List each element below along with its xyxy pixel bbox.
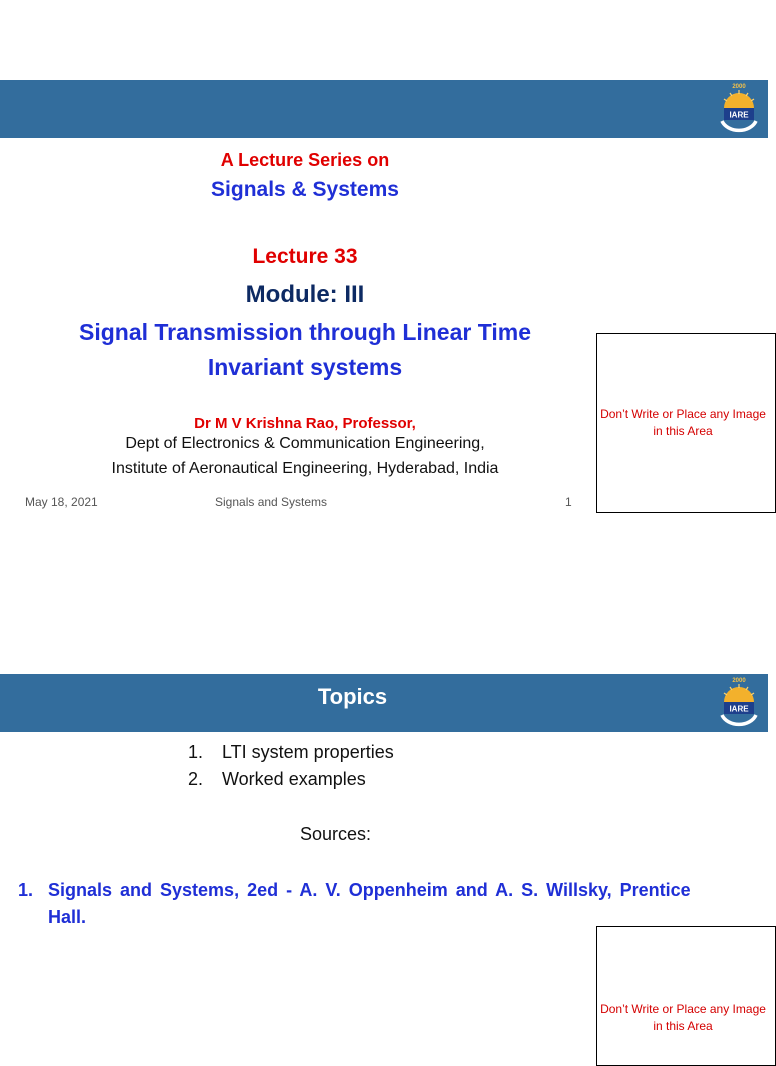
lecture-title: Signal Transmission through Linear Time Invariant systems xyxy=(79,319,531,380)
reserved-image-area xyxy=(596,926,776,1066)
topic-text: Worked examples xyxy=(222,769,366,789)
logo-year: 2000 xyxy=(732,84,746,90)
iare-logo xyxy=(716,81,762,137)
logo-motto-arc xyxy=(722,121,756,130)
source-text: Signals and Systems, 2ed - A. V. Oppenheim and A. S. Willsky, Prentice Hall. xyxy=(48,880,691,927)
footer-date: May 18, 2021 xyxy=(25,495,98,509)
author-name: Dr M V Krishna Rao, Professor, xyxy=(194,415,416,432)
topic-text: LTI system properties xyxy=(222,742,394,762)
topic-number: 1. xyxy=(188,742,204,762)
source-number: 1. xyxy=(18,880,34,900)
department: Dept of Electronics & Communication Engineering, xyxy=(125,435,485,452)
logo-text: IARE xyxy=(729,704,749,714)
list-item xyxy=(188,742,394,769)
lecture-number: Lecture 33 xyxy=(252,245,358,268)
logo-text: IARE xyxy=(729,110,749,120)
logo-sun-icon xyxy=(724,93,754,108)
sources-label: Sources: xyxy=(300,824,372,844)
topics-slide xyxy=(0,674,768,1033)
reserved-area-note: Don’t Write or Place any Image in this Area xyxy=(600,1002,766,1033)
reserved-area-note: Don’t Write or Place any Image in this Area xyxy=(600,407,766,438)
logo-year: 2000 xyxy=(732,678,746,684)
module-label: Module: III xyxy=(245,281,365,308)
topics-heading: Topics xyxy=(317,684,388,709)
reserved-image-area xyxy=(596,333,776,513)
course-title: Signals & Systems xyxy=(211,178,399,201)
header-banner xyxy=(0,674,768,732)
topic-list xyxy=(188,742,394,796)
logo-motto-arc xyxy=(722,715,756,724)
list-item xyxy=(188,769,394,796)
footer-course: Signals and Systems xyxy=(215,495,328,509)
iare-logo xyxy=(716,675,762,731)
header-banner xyxy=(0,80,768,138)
title-slide xyxy=(0,80,768,515)
series-label: A Lecture Series on xyxy=(220,150,390,170)
logo-sun-icon xyxy=(724,687,754,702)
topic-number: 2. xyxy=(188,769,204,789)
footer-page-number: 1 xyxy=(565,495,572,509)
institute: Institute of Aeronautical Engineering, Hyderabad, India xyxy=(111,460,499,477)
